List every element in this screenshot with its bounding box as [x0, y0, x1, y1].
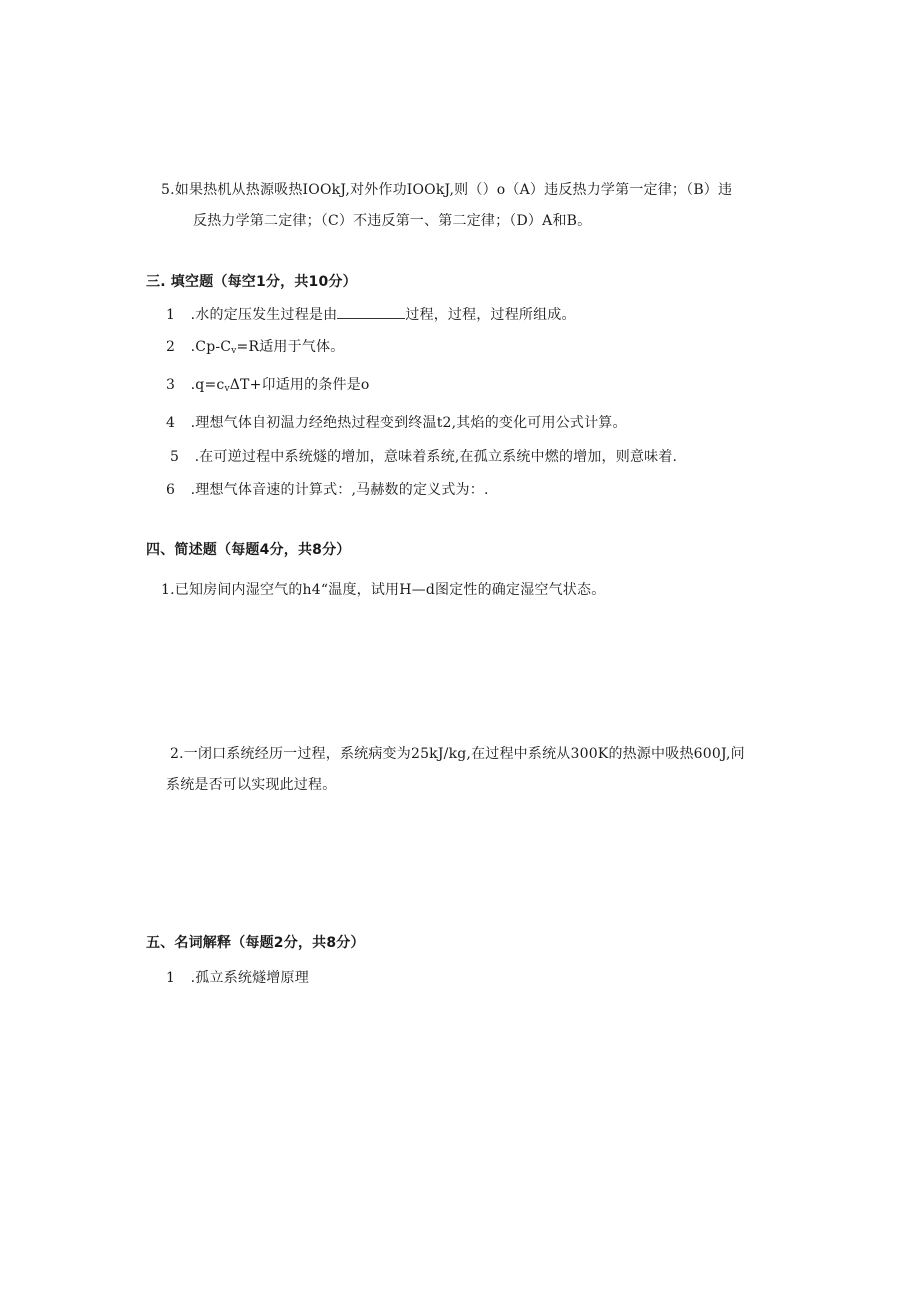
term-item-1-text: .孤立系统燧增原理 [190, 970, 309, 986]
fill-item-4 [166, 414, 627, 432]
fill-item-2-number: 2 [166, 339, 176, 355]
q5-line-2 [193, 212, 591, 230]
q5-text-1: 5.如果热机从热源吸热IOOkJ,对外作功IOOkJ,则（）o（A）违反热力学第一定律；（B）违 [161, 182, 733, 198]
fill-item-3-number: 3 [166, 377, 176, 393]
fill-item-2-subscript: v [231, 346, 237, 356]
fill-item-6-text: .理想气体音速的计算式：,马赫数的定义式为：. [190, 482, 489, 498]
short-answer-1 [161, 581, 605, 599]
fill-item-3-subscript: v [224, 384, 230, 394]
fill-item-6 [166, 481, 489, 499]
fill-item-2-text-b: =R适用于气体。 [236, 339, 345, 355]
fill-item-4-number: 4 [166, 415, 176, 431]
fill-item-5-number: 5 [170, 449, 180, 465]
fill-item-1 [166, 305, 576, 324]
short-answer-2-line-2 [166, 776, 336, 794]
section-3-title [146, 273, 357, 291]
fill-item-1-text-after: 过程，过程，过程所组成。 [405, 307, 576, 323]
section-5-title [146, 934, 365, 952]
fill-item-1-number: 1 [166, 307, 176, 323]
fill-item-5-text: .在可逆过程中系统燧的增加，意味着系统,在孤立系统中燃的增加，则意味着. [194, 449, 678, 465]
short-answer-1-text: 1.已知房间内湿空气的h4“温度，试用H—d图定性的确定湿空气状态。 [161, 582, 606, 598]
term-item-1-number: 1 [166, 970, 176, 986]
fill-item-3-text-b: ΔT+卬适用的条件是o [229, 377, 370, 393]
section-3-title-text: 三. 填空题（每空1分，共10分） [146, 274, 357, 290]
section-4-title-text: 四、简述题（每题4分，共8分） [146, 542, 351, 558]
fill-item-2-text-a: .Cp-C [190, 339, 232, 355]
short-answer-2-text-1: 2.一闭口系统经历一过程，系统病变为25kJ/kg,在过程中系统从300K的热源中吸热600J,问 [170, 746, 745, 762]
fill-item-2 [166, 338, 344, 356]
short-answer-2-text-2: 系统是否可以实现此过程。 [166, 777, 337, 793]
section-5-title-text: 五、名词解释（每题2分，共8分） [146, 935, 365, 951]
fill-blank[interactable] [337, 305, 405, 319]
short-answer-2-line-1 [170, 745, 745, 763]
fill-item-5 [170, 448, 677, 466]
fill-item-3-text-a: .q=c [190, 377, 225, 393]
fill-item-1-text-before: .水的定压发生过程是由 [190, 307, 338, 323]
term-item-1 [166, 969, 309, 987]
section-4-title [146, 541, 350, 559]
fill-item-4-text: .理想气体自初温力经绝热过程变到终温t2,其焰的变化可用公式计算。 [190, 415, 627, 431]
fill-item-6-number: 6 [166, 482, 176, 498]
q5-text-2: 反热力学第二定律；（C）不违反第一、第二定律；（D）A和B。 [193, 213, 592, 229]
q5-line-1 [161, 181, 732, 199]
fill-item-3 [166, 376, 370, 394]
